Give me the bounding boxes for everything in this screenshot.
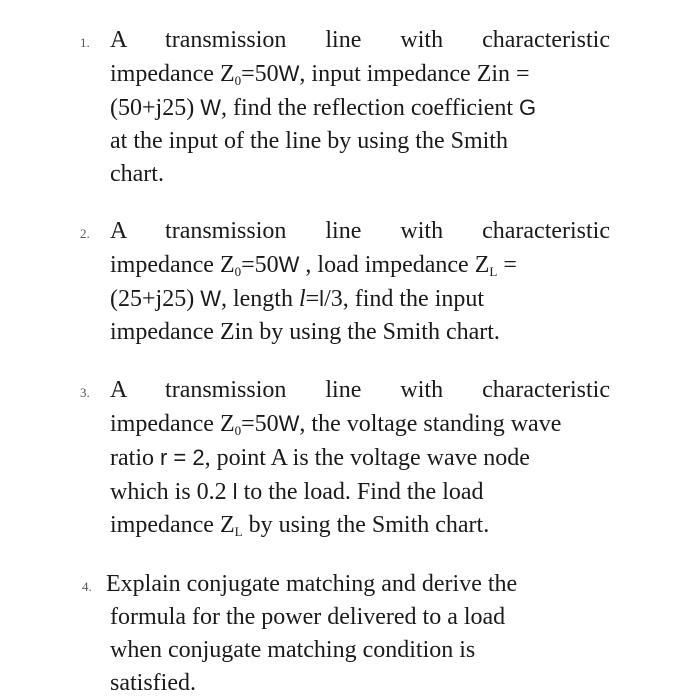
question-line: when conjugate matching condition is — [110, 637, 476, 663]
question-line: satisfied. — [110, 670, 196, 696]
question-line: impedance Zin by using the Smith chart. — [110, 319, 500, 345]
question-2 — [80, 215, 611, 349]
question-line: at the input of the line by using the Smith — [110, 128, 508, 154]
question-line: impedance $Z_0=50W$, the voltage standing wave — [110, 411, 562, 438]
question-line: formula for the power delivered to a load — [110, 604, 506, 630]
question-line: (50+j25) W, find the reflection coefficient G — [110, 95, 537, 121]
question-line: ratio r = 2, point A is the voltage wave node — [110, 445, 530, 471]
question-line: chart. — [110, 161, 164, 187]
question-line: (25+j25) W, length l=l/3, find the input — [110, 286, 485, 312]
question-line: which is 0.2 l to the load. Find the load — [110, 479, 484, 505]
question-line: Explain conjugate matching and derive the — [106, 571, 518, 597]
question-line: A transmission line with characteristic — [110, 377, 611, 403]
question-4 — [82, 568, 610, 700]
question-number: 2. — [80, 226, 90, 241]
question-number: 4. — [82, 579, 92, 594]
question-3 — [80, 374, 611, 542]
question-line: impedance $Z_L$ by using the Smith chart. — [110, 512, 490, 539]
question-number: 1. — [80, 35, 90, 50]
question-line: impedance $Z_0=50W$ , load impedance $Z_L$ = — [110, 252, 517, 279]
question-number: 3. — [80, 385, 90, 400]
question-line: A transmission line with characteristic — [110, 218, 611, 244]
question-1 — [80, 24, 611, 191]
question-line: impedance $Z_0=50W$, input impedance Zin = — [110, 61, 530, 88]
question-line: A transmission line with characteristic — [110, 27, 611, 53]
